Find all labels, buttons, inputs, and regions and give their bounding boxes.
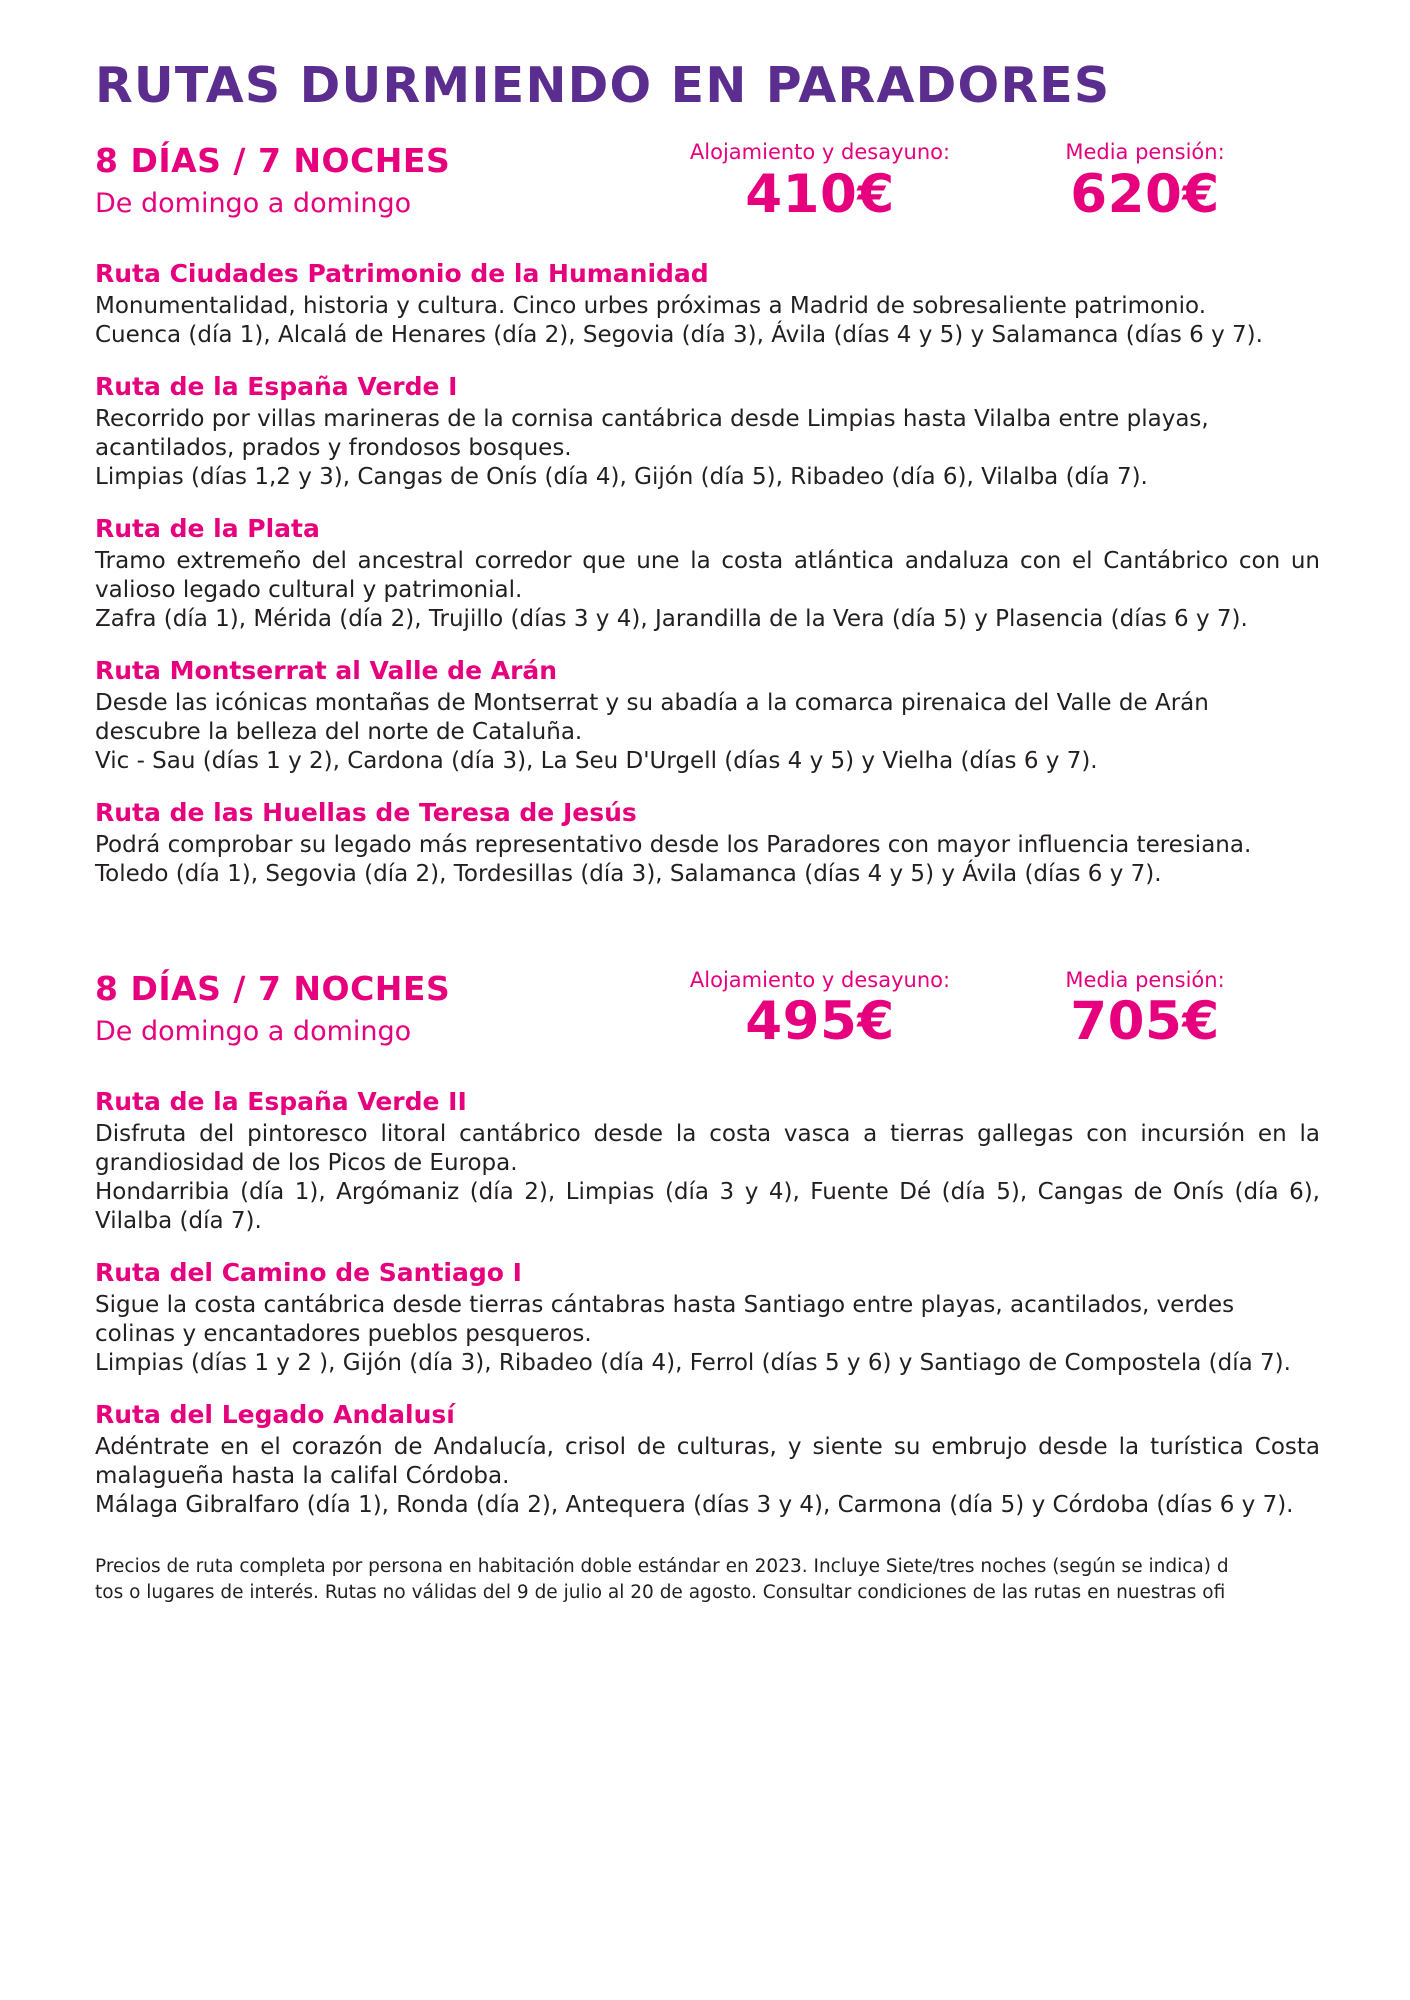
route-title: Ruta Ciudades Patrimonio de la Humanidad <box>95 259 709 289</box>
footer-line-1: Precios de ruta completa por persona en habitación doble estándar en 2023. Incluye Siete/tres noches (según se indica) d <box>95 1555 1229 1577</box>
price-label: Media pensión: <box>1065 968 1225 993</box>
page-title: RUTAS DURMIENDO EN PARADORES <box>95 57 1111 114</box>
price-column-hb <box>1000 140 1290 225</box>
route-title: Ruta del Legado Andalusí <box>95 1399 455 1429</box>
price-value: 705€ <box>1070 991 1220 1053</box>
route-item <box>95 372 1320 492</box>
route-title: Ruta de la España Verde II <box>95 1087 467 1117</box>
price-column-bb <box>655 140 985 225</box>
route-item <box>95 1087 1320 1236</box>
route-description: Podrá comprobar su legado más representativo desde los Paradores con mayor influencia teresiana. <box>95 832 1252 859</box>
section-spacer <box>95 911 1320 969</box>
route-item <box>95 1258 1320 1378</box>
price-label: Media pensión: <box>1065 140 1225 165</box>
route-description: Sigue la costa cantábrica desde tierras cántabras hasta Santiago entre playas, acantilados, verdes colinas y encantadores pueblos pesqueros. <box>95 1291 1235 1347</box>
route-description: Disfruta del pintoresco litoral cantábrico desde la costa vasca a tierras gallegas con incursión en la grandiosidad de los Picos de Europa. <box>95 1121 1320 1176</box>
route-title: Ruta de la España Verde I <box>95 372 458 402</box>
route-stops: Limpias (días 1,2 y 3), Cangas de Onís (día 4), Gijón (día 5), Ribadeo (día 6), Vilalba (día 7). <box>95 464 1148 491</box>
route-stops: Cuenca (día 1), Alcalá de Henares (día 2), Segovia (día 3), Ávila (días 4 y 5) y Salamanca (días 6 y 7). <box>95 322 1263 349</box>
route-stops: Limpias (días 1 y 2 ), Gijón (día 3), Ribadeo (día 4), Ferrol (días 5 y 6) y Santiago de Compostela (día 7). <box>95 1349 1291 1376</box>
price-label: Alojamiento y desayuno: <box>689 140 951 165</box>
block-duration-title: 8 DÍAS / 7 NOCHES <box>95 969 451 1009</box>
price-column-bb <box>655 968 985 1053</box>
price-value: 495€ <box>745 991 895 1053</box>
price-label: Alojamiento y desayuno: <box>689 968 951 993</box>
route-item <box>95 259 1320 350</box>
route-stops: Zafra (día 1), Mérida (día 2), Trujillo (días 3 y 4), Jarandilla de la Vera (día 5) y Plasencia (días 6 y 7). <box>95 606 1248 633</box>
route-stops: Hondarribia (día 1), Argómaniz (día 2), Limpias (día 3 y 4), Fuente Dé (día 5), Cangas de Onís (día 6), Vilalba (día 7). <box>95 1178 1320 1234</box>
route-description: Recorrido por villas marineras de la cornisa cantábrica desde Limpias hasta Vilalba entre playas, acantilados, prados y frondosos bosques. <box>95 406 1209 462</box>
route-stops: Málaga Gibralfaro (día 1), Ronda (día 2), Antequera (días 3 y 4), Carmona (día 5) y Córdoba (días 6 y 7). <box>95 1491 1294 1518</box>
route-item <box>95 656 1320 776</box>
route-title: Ruta Montserrat al Valle de Arán <box>95 656 558 686</box>
price-block-header-1 <box>95 141 1320 249</box>
route-description: Adéntrate en el corazón de Andalucía, crisol de culturas, y siente su embrujo desde la turística Costa malagueña hasta la califal Córdoba. <box>95 1433 1320 1489</box>
route-title: Ruta de las Huellas de Teresa de Jesús <box>95 798 637 828</box>
price-block-header-2 <box>95 969 1320 1077</box>
route-item <box>95 798 1320 889</box>
route-description: Desde las icónicas montañas de Montserrat y su abadía a la comarca pirenaica del Valle de Arán descubre la belleza del norte de Cataluña. <box>95 690 1209 746</box>
price-value: 410€ <box>745 163 895 225</box>
price-column-hb <box>1000 968 1290 1053</box>
route-description: Monumentalidad, historia y cultura. Cinco urbes próximas a Madrid de sobresaliente patrimonio. <box>95 293 1207 320</box>
price-value: 620€ <box>1070 163 1220 225</box>
footer-disclaimer <box>95 1554 1320 1607</box>
route-title: Ruta de la Plata <box>95 514 320 544</box>
route-stops: Vic - Sau (días 1 y 2), Cardona (día 3), La Seu D'Urgell (días 4 y 5) y Vielha (días 6 y 7). <box>95 748 1098 775</box>
route-title: Ruta del Camino de Santiago I <box>95 1257 522 1287</box>
footer-line-2: tos o lugares de interés. Rutas no válidas del 9 de julio al 20 de agosto. Consultar condiciones de las rutas en nuestras ofi <box>95 1581 1226 1603</box>
route-stops: Toledo (día 1), Segovia (día 2), Tordesillas (día 3), Salamanca (días 4 y 5) y Ávila (días 6 y 7). <box>95 861 1162 888</box>
route-item <box>95 1400 1320 1520</box>
route-item <box>95 514 1320 634</box>
block-schedule: De domingo a domingo <box>95 1016 412 1048</box>
block-duration-title: 8 DÍAS / 7 NOCHES <box>95 141 451 181</box>
route-description: Tramo extremeño del ancestral corredor que une la costa atlántica andaluza con el Cantábrico con un valioso legado cultural y patrimonial. <box>95 548 1320 604</box>
block-schedule: De domingo a domingo <box>95 188 412 220</box>
